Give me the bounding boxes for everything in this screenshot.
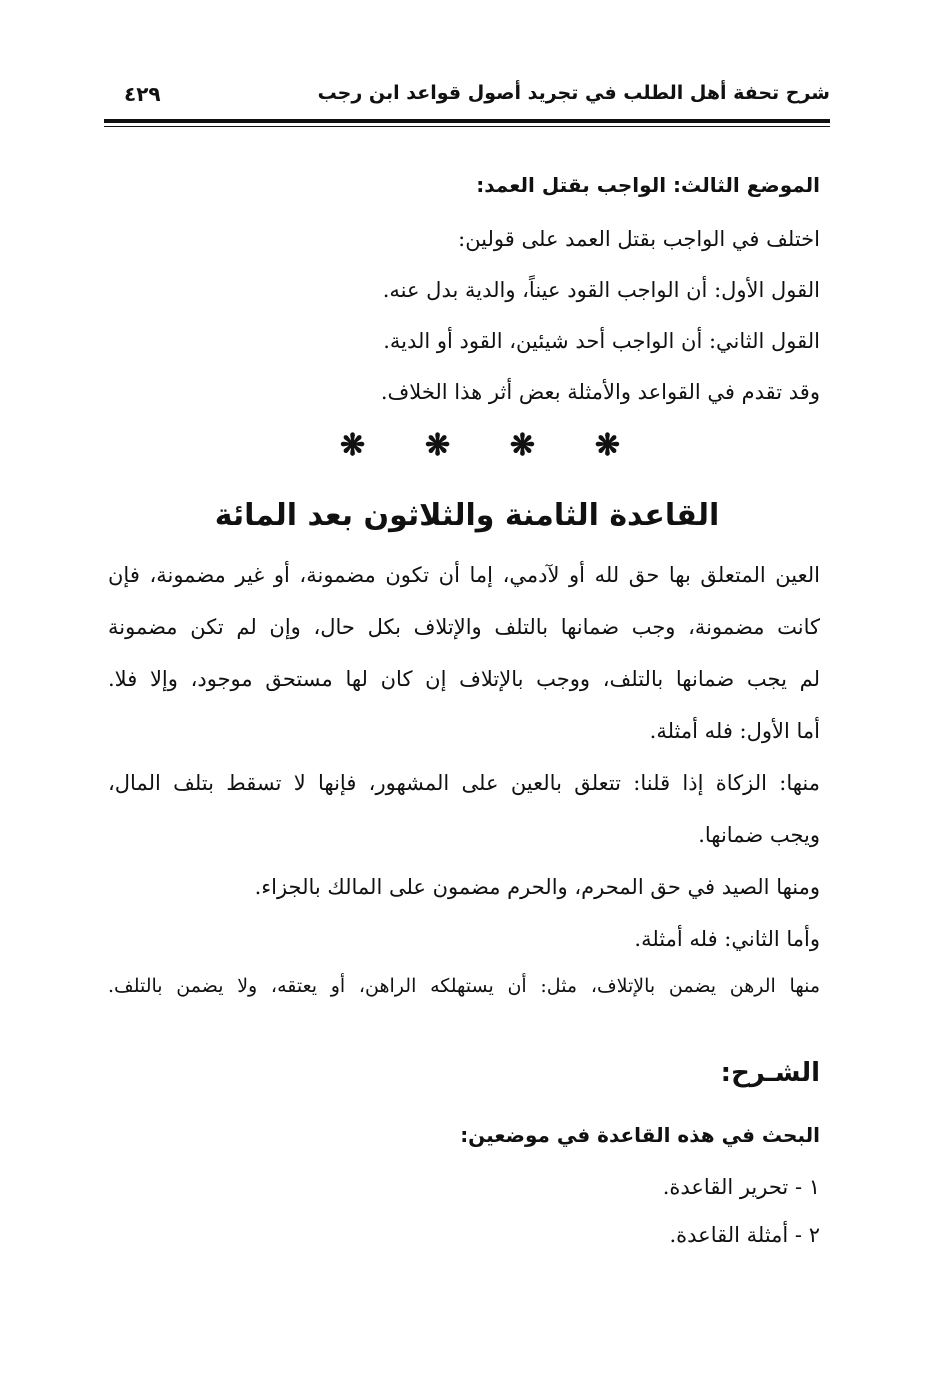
sharh-intro: البحث في هذه القاعدة في موضعين: <box>460 1123 820 1147</box>
sharh-title: الشـرح: <box>720 1058 820 1088</box>
paragraph-line: العين المتعلق بها حق لله أو لآدمي، إما أن تكون مضمونة، أو غير مضمونة، فإن <box>108 563 820 587</box>
star-ornament: ❋ <box>509 428 536 463</box>
paragraph-line: القول الثاني: أن الواجب أحد شيئين، القود أو الدية. <box>383 329 820 353</box>
running-title: شرح تحفة أهل الطلب في تجريد أصول قواعد ابن رجب <box>317 82 830 104</box>
paragraph-line: ومنها الصيد في حق المحرم، والحرم مضمون على المالك بالجزاء. <box>254 875 820 899</box>
page-number: ٤٢٩ <box>124 82 161 106</box>
separator-stars <box>340 428 620 463</box>
header-rule-thin <box>104 126 830 127</box>
paragraph-line: لم يجب ضمانها بالتلف، ووجب بالإتلاف إن كان لها مستحق موجود، وإلا فلا. <box>108 667 820 691</box>
page-header <box>104 82 830 112</box>
star-ornament: ❋ <box>424 428 451 463</box>
paragraph-line: منها: الزكاة إذا قلنا: تتعلق بالعين على المشهور، فإنها لا تسقط بتلف المال، <box>108 771 820 795</box>
star-ornament: ❋ <box>594 428 620 463</box>
rule-title: القاعدة الثامنة والثلاثون بعد المائة <box>214 498 720 533</box>
paragraph-line: القول الأول: أن الواجب القود عيناً، والدية بدل عنه. <box>382 278 820 302</box>
paragraph-line: وقد تقدم في القواعد والأمثلة بعض أثر هذا الخلاف. <box>380 380 820 404</box>
list-item: ١ - تحرير القاعدة. <box>662 1175 820 1199</box>
paragraph-line: أما الأول: فله أمثلة. <box>649 719 820 743</box>
star-ornament: ❋ <box>340 428 366 463</box>
paragraph-line: منها الرهن يضمن بالإتلاف، مثل: أن يستهلكه الراهن، أو يعتقه، ولا يضمن بالتلف. <box>108 975 820 997</box>
header-rule-thick <box>104 119 830 123</box>
section-heading: الموضع الثالث: الواجب بقتل العمد: <box>476 173 820 197</box>
paragraph-line: اختلف في الواجب بقتل العمد على قولين: <box>458 227 820 251</box>
paragraph-line: كانت مضمونة، وجب ضمانها بالتلف والإتلاف بكل حال، وإن لم تكن مضمونة <box>108 615 820 639</box>
paragraph-line: ويجب ضمانها. <box>698 823 820 847</box>
list-item: ٢ - أمثلة القاعدة. <box>669 1223 820 1247</box>
paragraph-line: وأما الثاني: فله أمثلة. <box>634 927 820 951</box>
